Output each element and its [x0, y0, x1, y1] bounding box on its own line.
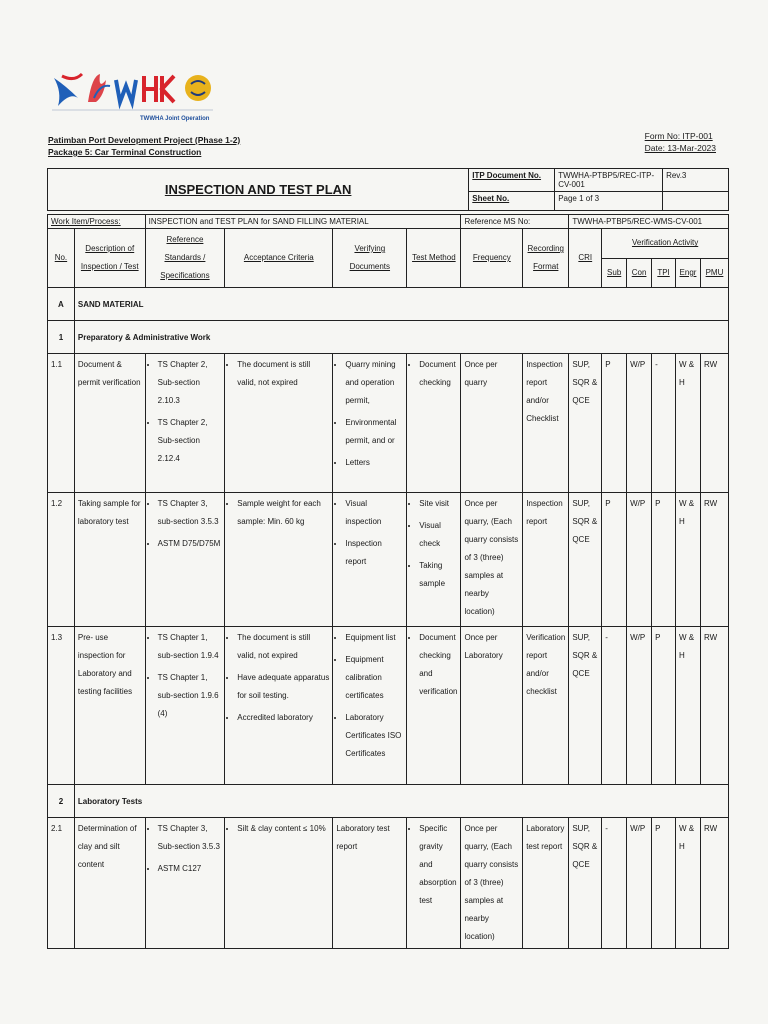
work-item-value: INSPECTION and TEST PLAN for SAND FILLING MATERIAL — [145, 215, 461, 229]
logo-tagline: TWWHA Joint Operation — [140, 116, 210, 122]
item-sub: P — [602, 493, 627, 627]
project-info — [48, 134, 240, 158]
item-test-method — [407, 354, 461, 493]
itp-value: TWWHA-PTBP5/REC-ITP-CV-001 — [555, 169, 663, 192]
section-number: 2 — [48, 785, 75, 818]
item-acceptance — [225, 493, 333, 627]
item-number: 1.1 — [48, 354, 75, 493]
item-cri: SUP, SQR & QCE — [569, 354, 602, 493]
list-item: • TS Chapter 2, Sub-section 2.12.4 — [158, 414, 222, 468]
col-engr: Engr — [676, 258, 701, 288]
item-reference — [145, 354, 225, 493]
list-item: • Visual check — [419, 517, 457, 553]
col-frequency: Frequency — [461, 229, 523, 288]
list-item: • TS Chapter 1, sub-section 1.9.6 (4) — [158, 669, 222, 723]
item-verifying-docs — [333, 493, 407, 627]
form-info — [645, 130, 716, 154]
col-con: Con — [627, 258, 652, 288]
table-row — [48, 818, 729, 949]
col-sub: Sub — [602, 258, 627, 288]
section-number: 1 — [48, 321, 75, 354]
section-title: Preparatory & Administrative Work — [74, 321, 728, 354]
item-recording-format: Verification report and/or checklist — [523, 627, 569, 785]
item-recording-format: Laboratory test report — [523, 818, 569, 949]
item-cri: SUP, SQR & QCE — [569, 627, 602, 785]
item-tpi: P — [652, 627, 676, 785]
list-item: • Taking sample — [419, 557, 457, 593]
item-engr: W & H — [676, 818, 701, 949]
item-acceptance — [225, 627, 333, 785]
item-recording-format: Inspection report and/or Checklist — [523, 354, 569, 493]
list-item: • Specific gravity and absorption test — [419, 820, 457, 910]
col-description: Description of Inspection / Test — [74, 229, 145, 288]
ref-ms-value: TWWHA-PTBP5/REC-WMS-CV-001 — [569, 215, 729, 229]
item-test-method — [407, 493, 461, 627]
col-reference: Reference Standards / Specifications — [145, 229, 225, 288]
revision: Rev.3 — [663, 169, 729, 192]
item-number: 1.2 — [48, 493, 75, 627]
list-item: • TS Chapter 1, sub-section 1.9.4 — [158, 629, 222, 665]
item-tpi: - — [652, 354, 676, 493]
list-item: • Laboratory Certificates ISO Certificates — [345, 709, 403, 763]
item-reference — [145, 493, 225, 627]
item-engr: W & H — [676, 627, 701, 785]
project-name: Patimban Port Development Project (Phase 1-2) — [48, 135, 241, 145]
col-acceptance: Acceptance Criteria — [225, 229, 333, 288]
form-number: Form No: ITP-001 — [644, 131, 713, 141]
table-row — [48, 627, 729, 785]
list-item: • TS Chapter 3, Sub-section 3.5.3 — [158, 820, 222, 856]
col-recording-format: Recording Format — [523, 229, 569, 288]
col-pmu: PMU — [700, 258, 728, 288]
list-item: • ASTM C127 — [158, 860, 222, 878]
list-item: • Visual inspection — [345, 495, 403, 531]
item-tpi: P — [652, 818, 676, 949]
list-item: • The document is still valid, not expired — [237, 356, 329, 392]
item-pmu: RW — [700, 354, 728, 493]
col-cri: CRI — [569, 229, 602, 288]
column-header-row — [48, 229, 729, 259]
section-title: SAND MATERIAL — [74, 288, 728, 321]
col-no: No. — [48, 229, 75, 288]
list-item: • TS Chapter 2, Sub-section 2.10.3 — [158, 356, 222, 410]
section-row — [48, 321, 729, 354]
item-frequency: Once per Laboratory — [461, 627, 523, 785]
list-item: • Accredited laboratory — [237, 709, 329, 727]
work-item-label: Work Item/Process: — [48, 215, 146, 229]
item-frequency: Once per quarry, (Each quarry consists of 3 (three) samples at nearby location) — [461, 493, 523, 627]
table-row — [48, 493, 729, 627]
table-row — [48, 354, 729, 493]
item-description: Pre- use inspection for Laboratory and testing facilities — [74, 627, 145, 785]
item-con: W/P — [627, 818, 652, 949]
item-pmu: RW — [700, 818, 728, 949]
sheet-label: Sheet No. — [469, 192, 555, 211]
itp-label: ITP Document No. — [469, 169, 555, 192]
col-verification-activity: Verification Activity — [602, 229, 729, 259]
document-title: INSPECTION AND TEST PLAN — [48, 169, 469, 211]
item-con: W/P — [627, 493, 652, 627]
item-acceptance — [225, 818, 333, 949]
work-item-row — [48, 215, 729, 229]
list-item: • Quarry mining and operation permit, — [345, 356, 403, 410]
list-item: • Environmental permit, and or — [345, 414, 403, 450]
item-tpi: P — [652, 493, 676, 627]
item-engr: W & H — [676, 354, 701, 493]
section-title: Laboratory Tests — [74, 785, 728, 818]
item-test-method — [407, 818, 461, 949]
item-sub: P — [602, 354, 627, 493]
list-item: • Silt & clay content ≤ 10% — [237, 820, 329, 838]
list-item: • Equipment list — [345, 629, 403, 647]
item-con: W/P — [627, 354, 652, 493]
list-item: • ASTM D75/D75M — [158, 535, 222, 553]
list-item: • Have adequate apparatus for soil testing. — [237, 669, 329, 705]
item-recording-format: Inspection report — [523, 493, 569, 627]
list-item: • Document checking — [419, 356, 457, 392]
list-item: • Letters — [345, 454, 403, 472]
list-item: • Equipment calibration certificates — [345, 651, 403, 705]
list-item: • Sample weight for each sample: Min. 60 kg — [237, 495, 329, 531]
item-pmu: RW — [700, 493, 728, 627]
item-acceptance — [225, 354, 333, 493]
sheet-value: Page 1 of 3 — [555, 192, 663, 211]
form-date: Date: 13-Mar-2023 — [644, 143, 716, 153]
list-item: • The document is still valid, not expired — [237, 629, 329, 665]
sheet-blank — [663, 192, 729, 211]
item-con: W/P — [627, 627, 652, 785]
item-reference — [145, 627, 225, 785]
item-sub: - — [602, 818, 627, 949]
item-verifying-docs — [333, 354, 407, 493]
list-item: • Inspection report — [345, 535, 403, 571]
item-description: Taking sample for laboratory test — [74, 493, 145, 627]
item-description: Document & permit verification — [74, 354, 145, 493]
item-number: 1.3 — [48, 627, 75, 785]
item-engr: W & H — [676, 493, 701, 627]
item-verifying-docs — [333, 627, 407, 785]
item-description: Determination of clay and silt content — [74, 818, 145, 949]
item-pmu: RW — [700, 627, 728, 785]
col-test-method: Test Method — [407, 229, 461, 288]
itp-table — [47, 214, 729, 949]
ref-ms-label: Reference MS No: — [461, 215, 569, 229]
item-number: 2.1 — [48, 818, 75, 949]
item-test-method — [407, 627, 461, 785]
col-verifying-docs: Verifying Documents — [333, 229, 407, 288]
item-cri: SUP, SQR & QCE — [569, 493, 602, 627]
package-name: Package 5: Car Terminal Construction — [48, 147, 202, 157]
section-number: A — [48, 288, 75, 321]
item-cri: SUP, SQR & QCE — [569, 818, 602, 949]
list-item: • TS Chapter 3, sub-section 3.5.3 — [158, 495, 222, 531]
list-item: • Document checking and verification — [419, 629, 457, 701]
item-frequency: Once per quarry — [461, 354, 523, 493]
list-item: • Site visit — [419, 495, 457, 513]
item-reference — [145, 818, 225, 949]
document-header-table — [47, 168, 729, 211]
section-row — [48, 785, 729, 818]
item-frequency: Once per quarry, (Each quarry consists of 3 (three) samples at nearby location) — [461, 818, 523, 949]
section-row — [48, 288, 729, 321]
item-verifying-docs: Laboratory test report — [333, 818, 407, 949]
col-tpi: TPI — [652, 258, 676, 288]
item-sub: - — [602, 627, 627, 785]
